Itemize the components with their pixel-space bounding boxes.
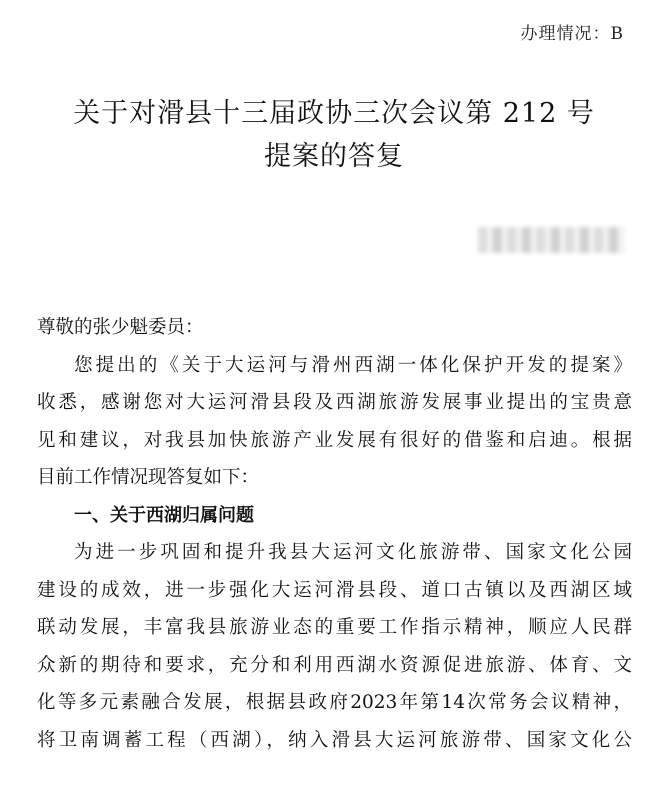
intro-line: 见和建议，对我县加快旅游产业发展有很好的借鉴和启迪。根据 [37,429,632,451]
section-line: 众新的期待和要求，充分和利用西湖水资源促进旅游、体育、文 [37,654,632,676]
intro-line: 收悉，感谢您对大运河滑县段及西湖旅游发展事业提出的宝贵意 [37,392,632,413]
title-line-2: 提案的答复 [264,141,404,172]
section-line: 联动发展，丰富我县旅游业态的重要工作指示精神，顺应人民群 [37,617,632,638]
section-line: 将卫南调蓄工程（西湖），纳入滑县大运河旅游带、国家文化公 [37,729,632,751]
section-line: 为进一步巩固和提升我县大运河文化旅游带、国家文化公园 [74,542,632,563]
section-line: 化等多元素融合发展，根据县政府2023年第14次常务会议精神， [37,692,632,713]
handling-status: 办理情况：B [520,24,624,44]
redacted-document-number [478,227,624,253]
document-title [0,92,668,178]
document-body [37,309,632,759]
title-line-1: 关于对滑县十三届政协三次会议第 212 号 [73,98,595,129]
salutation: 尊敬的张少魁委员： [37,317,204,338]
intro-line: 您提出的《关于大运河与滑州西湖一体化保护开发的提案》 [74,354,632,376]
intro-line: 目前工作情况现答复如下： [37,467,260,488]
section-heading: 一、关于西湖归属问题 [74,504,254,526]
section-line: 建设的成效，进一步强化大运河滑县段、道口古镇以及西湖区域 [37,579,632,601]
